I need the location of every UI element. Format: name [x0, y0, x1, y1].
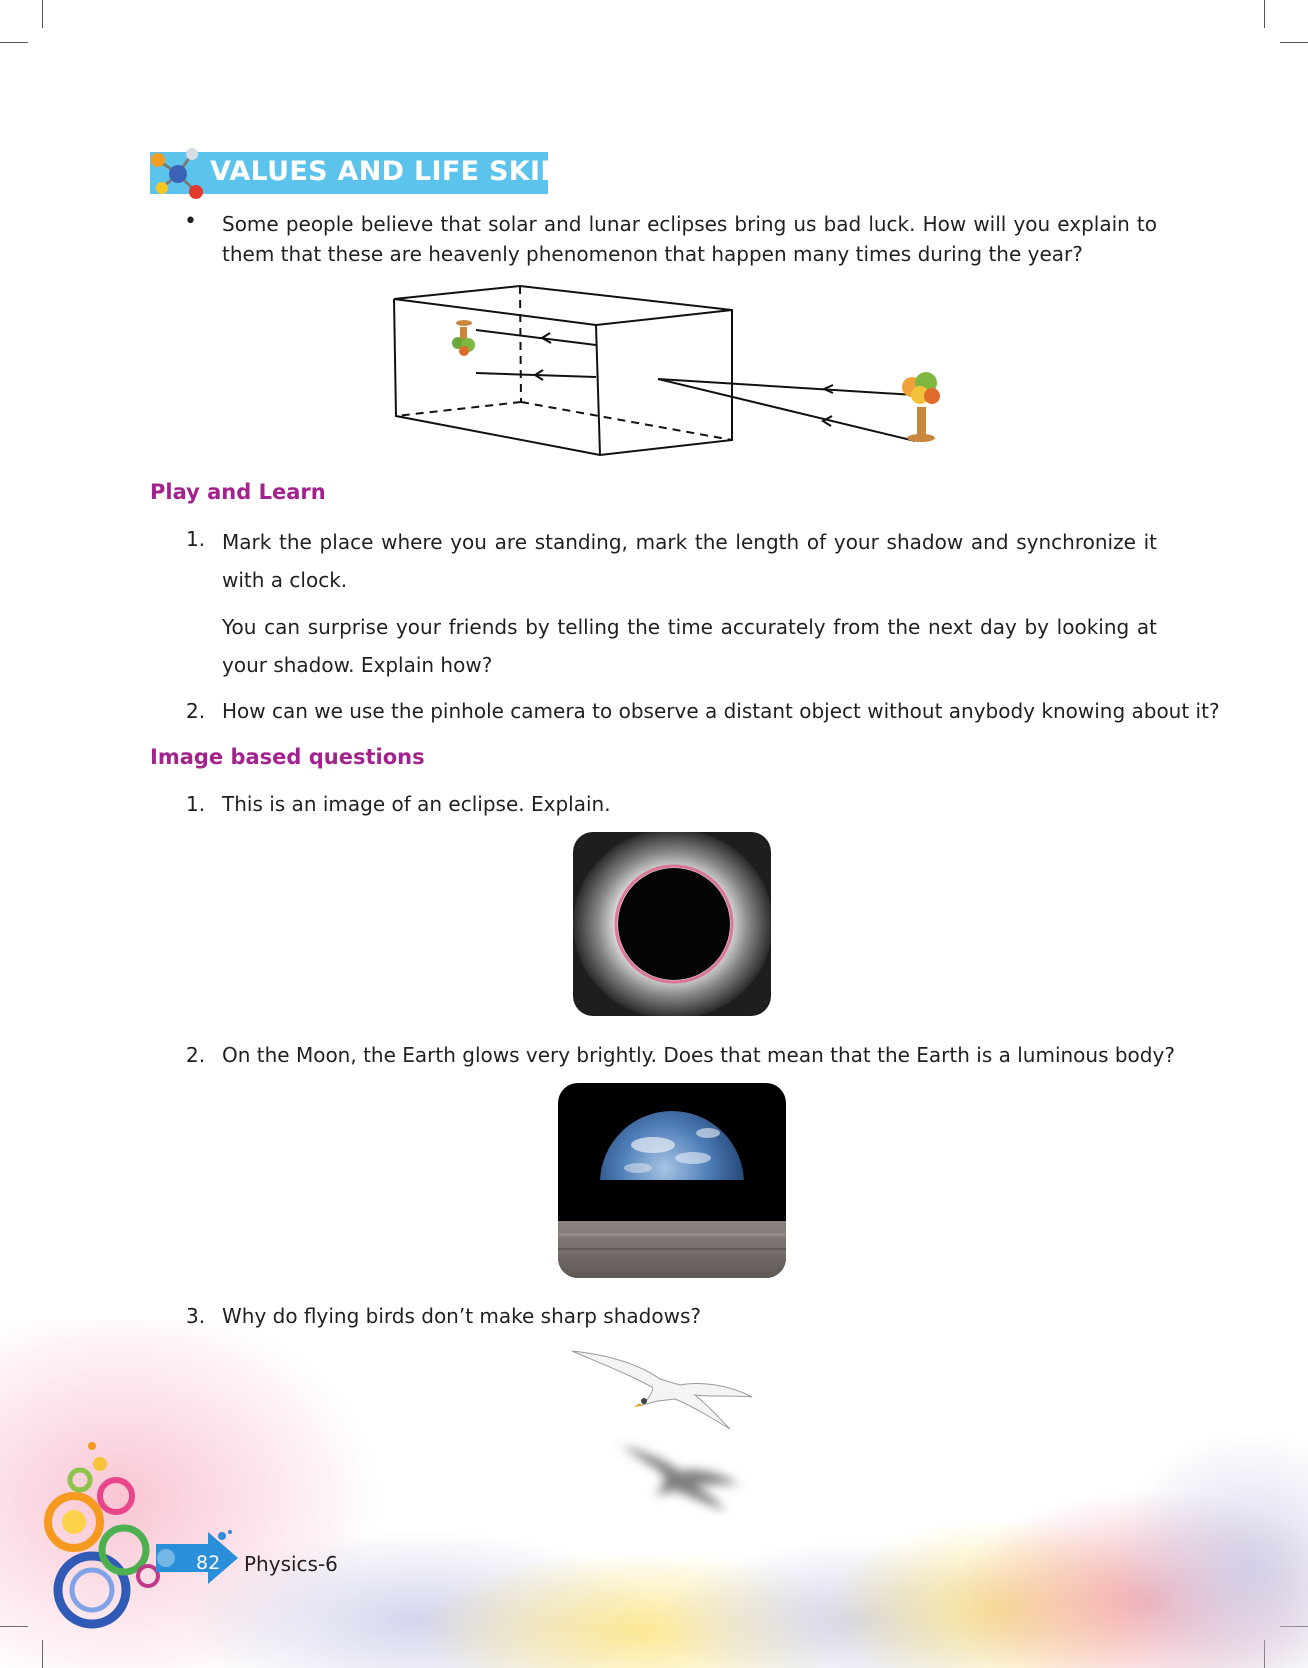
crop-mark — [1264, 0, 1265, 28]
image-question-text: Why do flying birds don’t make sharp shadows? — [222, 1304, 701, 1328]
image-question-number: 2. — [186, 1043, 206, 1067]
image-question-text: This is an image of an eclipse. Explain. — [222, 792, 611, 816]
bullet-icon: • — [184, 209, 197, 234]
image-questions-heading: Image based questions — [150, 745, 425, 769]
crop-mark — [0, 42, 28, 43]
molecule-icon — [148, 146, 206, 202]
values-question: Some people believe that solar and lunar eclipses bring us bad luck. How will you explain to them that these are heavenly phenomenon that happen many times during the year? — [222, 212, 1157, 266]
play-and-learn-heading: Play and Learn — [150, 480, 326, 504]
crop-mark — [42, 0, 43, 28]
play-item-number: 2. — [186, 699, 206, 723]
eclipse-image — [573, 832, 771, 1016]
image-question-number: 1. — [186, 792, 206, 816]
play-item-text: Mark the place where you are standing, mark the length of your shadow and synchronize it with a clock. — [222, 530, 1157, 592]
play-item-text: How can we use the pinhole camera to observe a distant object without anybody knowing about it? — [222, 699, 1220, 723]
image-question-text: On the Moon, the Earth glows very brightly. Does that mean that the Earth is a luminous body? — [222, 1043, 1175, 1067]
play-item-number: 1. — [186, 527, 206, 551]
bird-shadow-image — [570, 1345, 790, 1515]
play-item-follow-up: You can surprise your friends by telling the time accurately from the next day by looking at your shadow. Explain how? — [222, 615, 1157, 677]
page-number: 82 — [196, 1552, 221, 1574]
pinhole-camera-diagram — [380, 275, 960, 460]
section-title: VALUES AND LIFE SKILLS — [210, 156, 596, 187]
earthrise-image — [558, 1083, 786, 1278]
book-title: Physics-6 — [244, 1552, 338, 1576]
image-question-number: 3. — [186, 1304, 206, 1328]
crop-mark — [1280, 42, 1308, 43]
